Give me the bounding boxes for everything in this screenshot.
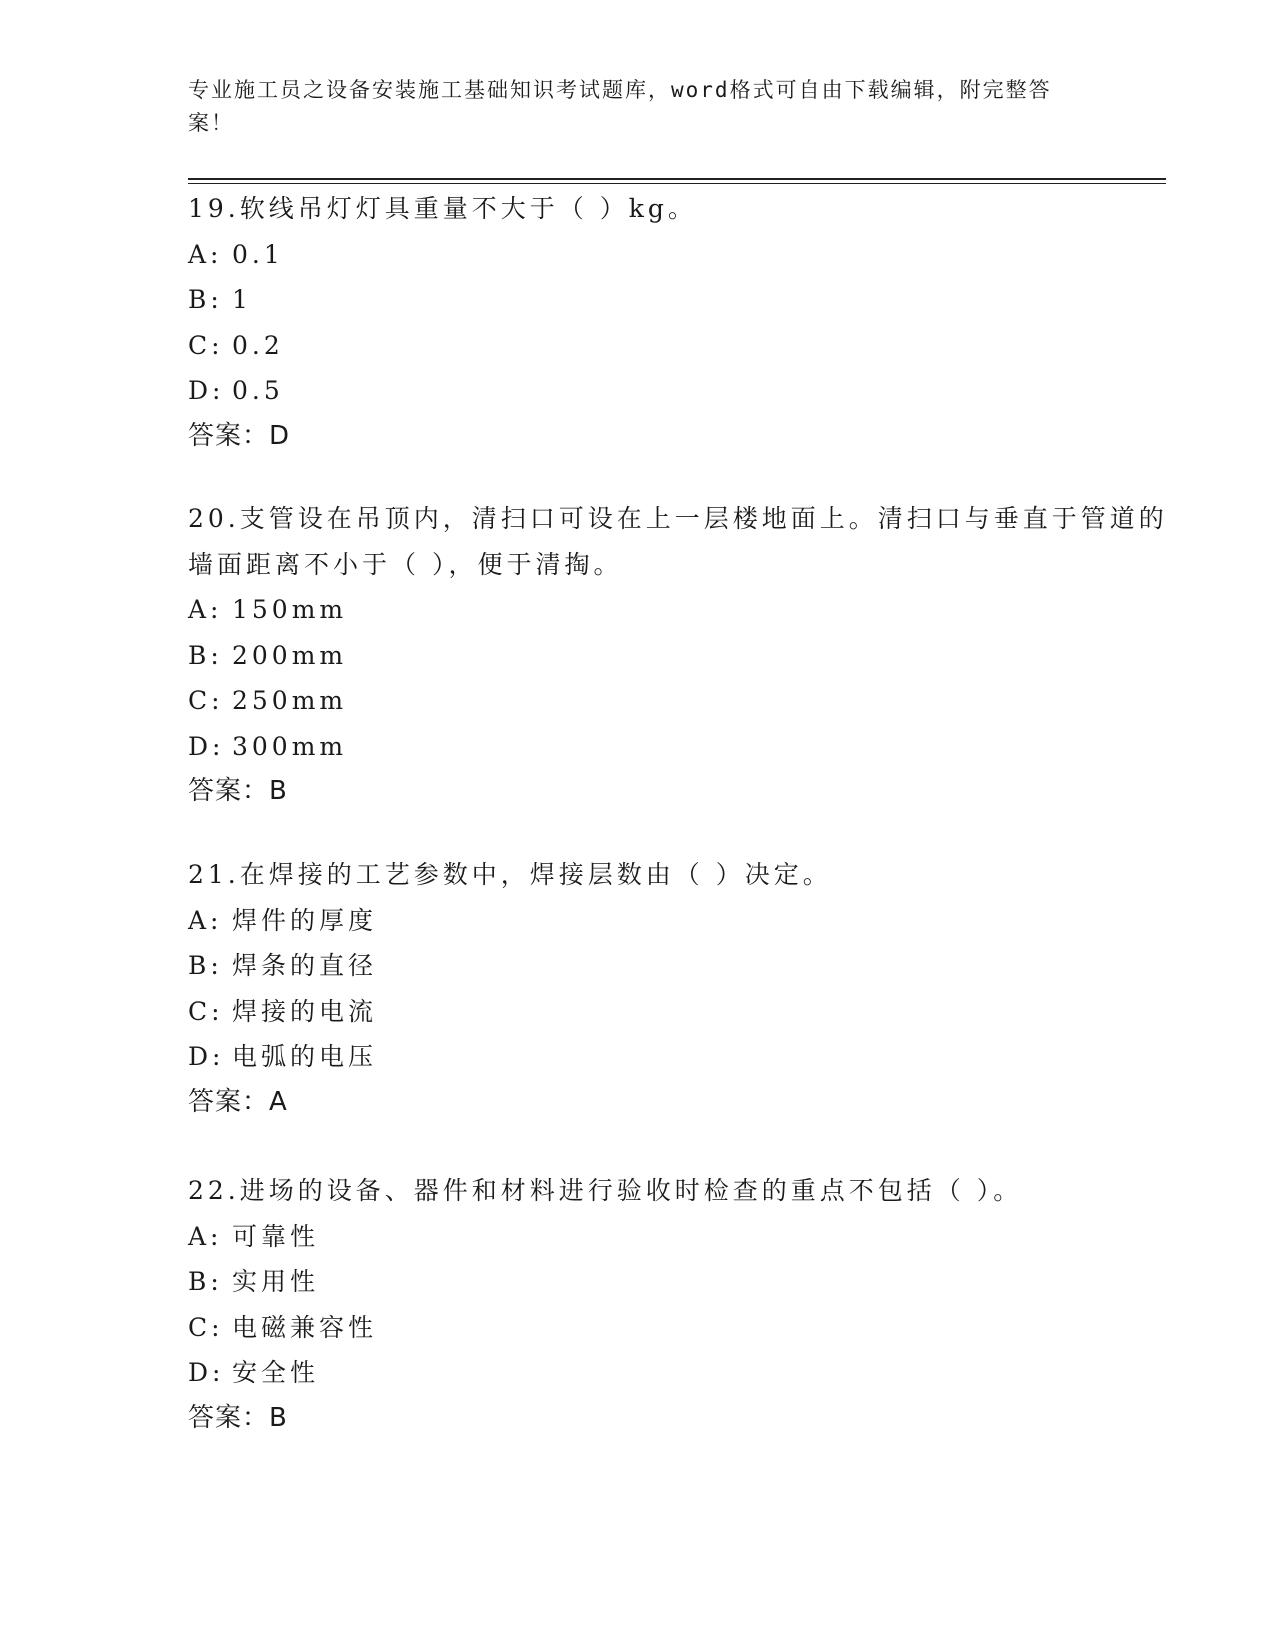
answer-line: 答案：D [188, 420, 291, 451]
option-text: 1 [232, 285, 252, 314]
option-text: 200mm [232, 640, 348, 670]
option-letter: B: [188, 951, 223, 980]
option-text: 焊条的直径 [232, 951, 378, 980]
option-text: 300mm [232, 731, 348, 761]
option-letter: A: [188, 1221, 223, 1251]
question-stem: 22.进场的设备、器件和材料进行验收时检查的重点不包括（ ）。 [188, 1176, 1023, 1205]
option-letter: D: [188, 731, 225, 761]
option-text: 电磁兼容性 [232, 1312, 378, 1342]
option-b [188, 633, 1168, 679]
option-text: 0.5 [232, 376, 284, 405]
option-d [188, 1350, 1168, 1396]
option-text: 250mm [232, 686, 348, 715]
option-letter: C: [188, 330, 224, 360]
answer-line: 答案：B [188, 1402, 288, 1433]
option-letter: D: [188, 376, 225, 405]
question-stem: 20.支管设在吊顶内，清扫口可设在上一层楼地面上。清扫口与垂直于管道的墙面距离不小于（ ），便于清掏。 [188, 504, 1168, 579]
question-22 [188, 1168, 1168, 1441]
option-b [188, 943, 1168, 989]
option-letter: A: [188, 239, 223, 269]
option-a [188, 1214, 1168, 1260]
question-stem: 21.在焊接的工艺参数中，焊接层数由（ ）决定。 [188, 860, 832, 889]
option-d [188, 368, 1168, 414]
answer-line: 答案：B [188, 776, 288, 806]
option-a [188, 898, 1168, 944]
question-stem: 19.软线吊灯灯具重量不大于（ ）kg。 [188, 194, 697, 223]
option-letter: C: [188, 686, 224, 715]
option-letter: B: [188, 285, 223, 314]
question-19 [188, 186, 1168, 459]
document-header: 专业施工员之设备安装施工基础知识考试题库，word格式可自由下载编辑，附完整答案！ [188, 78, 1052, 135]
option-text: 150mm [232, 595, 348, 624]
header-divider [188, 178, 1166, 184]
option-text: 0.1 [232, 239, 284, 269]
question-21 [188, 852, 1168, 1125]
option-c [188, 323, 1168, 369]
option-a [188, 587, 1168, 633]
option-text: 实用性 [232, 1267, 320, 1296]
option-d [188, 724, 1168, 770]
option-text: 0.2 [232, 330, 284, 360]
option-letter: C: [188, 1312, 224, 1342]
option-text: 可靠性 [232, 1221, 320, 1251]
option-letter: B: [188, 1267, 223, 1296]
option-letter: D: [188, 1042, 225, 1071]
option-letter: C: [188, 996, 224, 1026]
option-letter: D: [188, 1358, 225, 1387]
question-20 [188, 496, 1168, 815]
option-b [188, 277, 1168, 323]
option-c [188, 1305, 1168, 1351]
option-b [188, 1259, 1168, 1305]
option-c [188, 678, 1168, 724]
option-text: 焊接的电流 [232, 996, 378, 1026]
option-c [188, 989, 1168, 1035]
answer-line: 答案：A [188, 1086, 288, 1117]
option-a [188, 232, 1168, 278]
option-text: 焊件的厚度 [232, 905, 378, 935]
option-d [188, 1034, 1168, 1080]
option-letter: B: [188, 640, 223, 670]
option-letter: A: [188, 595, 223, 624]
option-letter: A: [188, 905, 223, 935]
option-text: 安全性 [232, 1358, 320, 1387]
option-text: 电弧的电压 [232, 1042, 378, 1071]
